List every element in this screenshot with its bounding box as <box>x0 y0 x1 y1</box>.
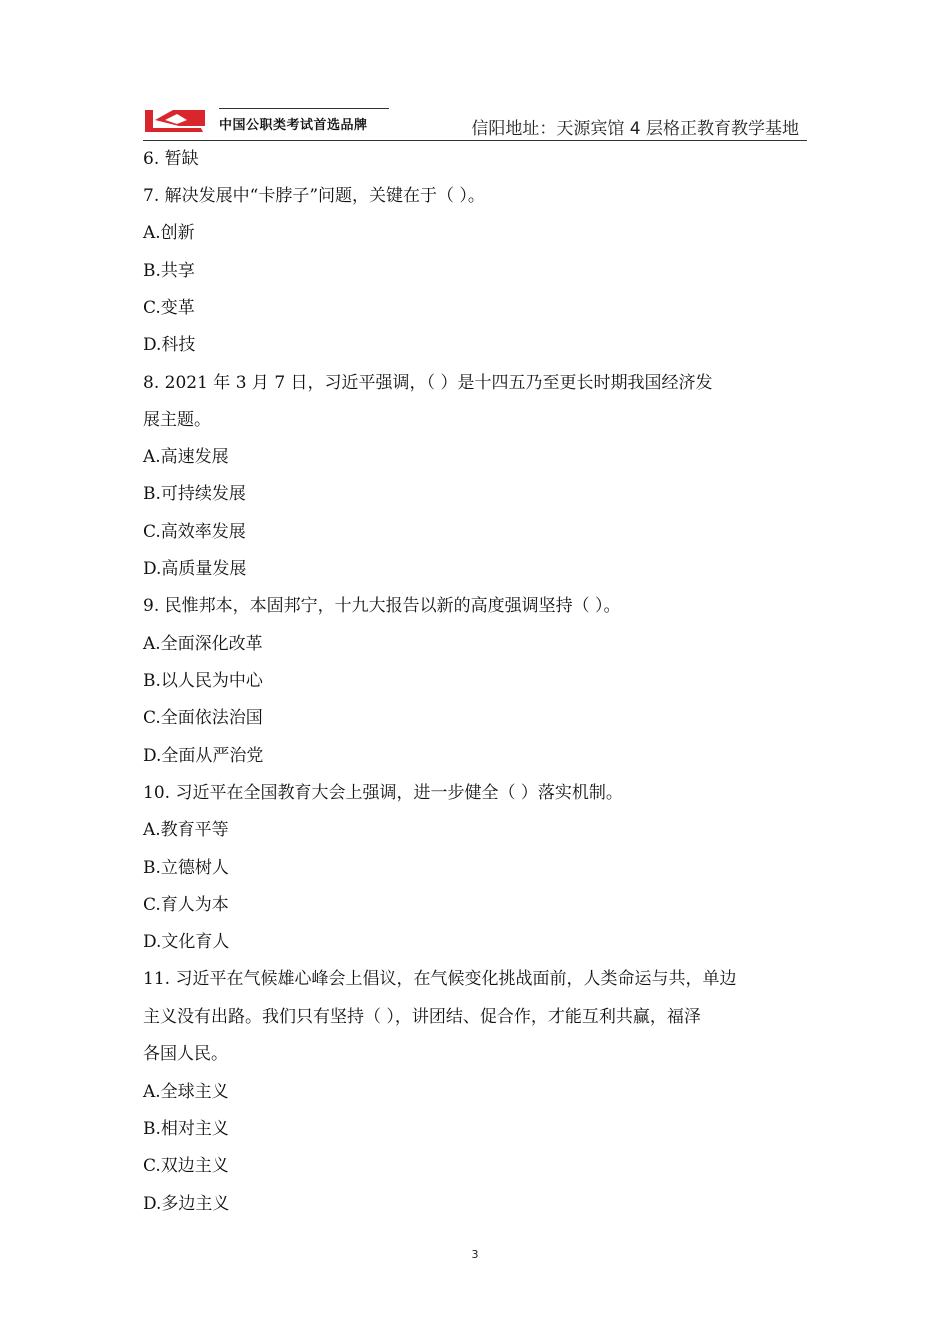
text-line: D.科技 <box>143 335 196 355</box>
text-line: A.创新 <box>143 223 195 243</box>
text-line: 11. 习近平在气候雄心峰会上倡议，在气候变化挑战面前，人类命运与共，单边 <box>143 969 737 989</box>
text-line: B.相对主义 <box>143 1119 229 1139</box>
text-line: C.育人为本 <box>143 895 229 915</box>
text-line: D.高质量发展 <box>143 559 247 579</box>
text-line: 7. 解决发展中“卡脖子”问题，关键在于（ ）。 <box>143 186 485 206</box>
page-header <box>143 104 807 141</box>
text-line: 主义没有出路。我们只有坚持（ ），讲团结、促合作，才能互利共赢，福泽 <box>143 1007 701 1027</box>
text-line: A.高速发展 <box>143 447 229 467</box>
text-line: 10. 习近平在全国教育大会上强调，进一步健全（ ）落实机制。 <box>143 783 623 803</box>
text-line: A.全面深化改革 <box>143 634 263 654</box>
text-line: 6. 暂缺 <box>143 149 199 169</box>
text-line: B.共享 <box>143 261 195 281</box>
brand-underline <box>219 108 389 109</box>
text-line: B.以人民为中心 <box>143 671 263 691</box>
text-line: C.全面依法治国 <box>143 708 263 728</box>
text-line: C.双边主义 <box>143 1156 229 1176</box>
text-line: C.高效率发展 <box>143 522 246 542</box>
text-line: A.教育平等 <box>143 820 229 840</box>
brand-slogan: 中国公职类考试首选品牌 <box>219 118 368 133</box>
text-line: 展主题。 <box>143 410 211 430</box>
text-line: D.全面从严治党 <box>143 746 264 766</box>
text-line: 9. 民惟邦本，本固邦宁，十九大报告以新的高度强调坚持（ ）。 <box>143 596 621 616</box>
text-line: B.立德树人 <box>143 858 229 878</box>
text-line: B.可持续发展 <box>143 484 246 504</box>
text-line: D.文化育人 <box>143 932 230 952</box>
text-line: 8. 2021 年 3 月 7 日，习近平强调，（ ）是十四五乃至更长时期我国经济发 <box>143 373 713 393</box>
text-line: C.变革 <box>143 298 195 318</box>
text-line: 各国人民。 <box>143 1044 228 1064</box>
header-address: 信阳地址：天源宾馆 4 层格正教育教学基地 <box>471 119 799 139</box>
page-number: 3 <box>471 1248 479 1261</box>
text-line: D.多边主义 <box>143 1194 230 1214</box>
brand-logo-icon <box>143 106 205 132</box>
text-line: A.全球主义 <box>143 1082 229 1102</box>
